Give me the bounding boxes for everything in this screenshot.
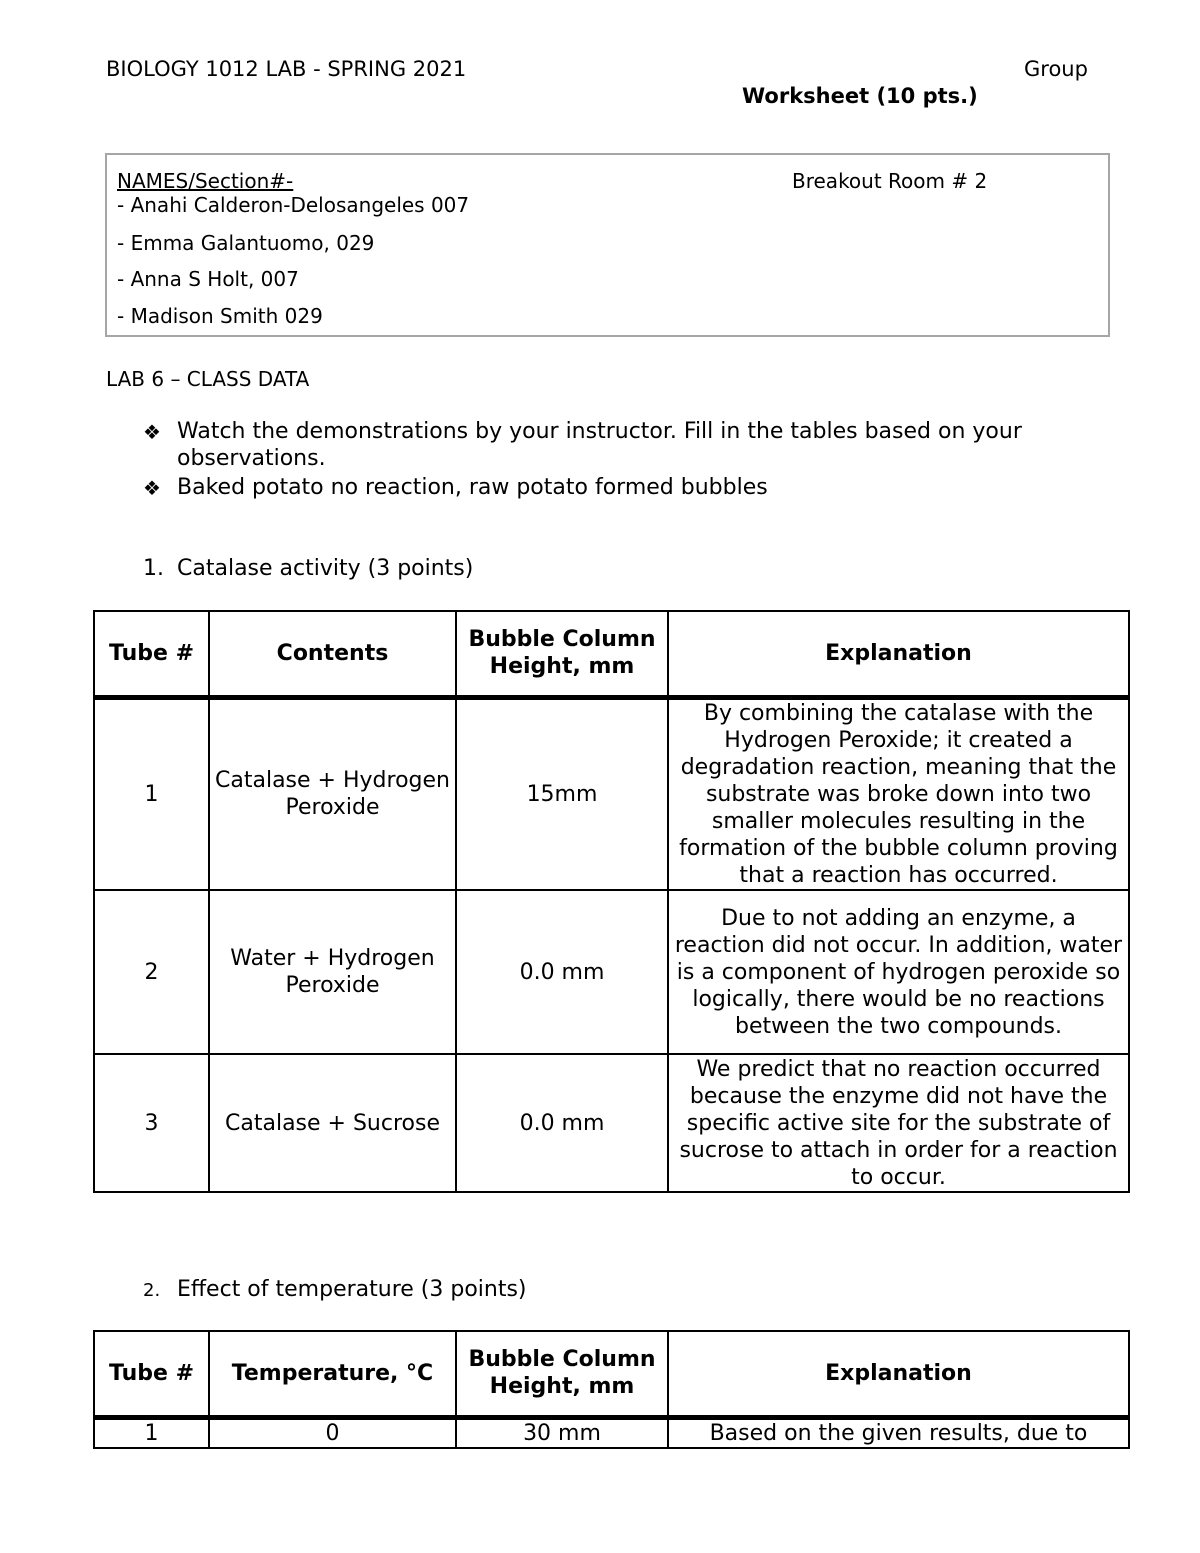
diamond-bullet-icon: ❖ xyxy=(143,420,161,444)
section-heading xyxy=(143,556,473,581)
table-row xyxy=(94,1417,1129,1448)
section-title: Effect of temperature (3 points) xyxy=(177,1277,527,1302)
section-number: 2. xyxy=(143,1280,161,1301)
section-title: Catalase activity (3 points) xyxy=(177,556,474,581)
table-row xyxy=(94,697,1129,890)
contents-cell: Water + Hydrogen Peroxide xyxy=(209,890,456,1054)
group-label: Group xyxy=(1024,57,1088,81)
course-title: BIOLOGY 1012 LAB - SPRING 2021 xyxy=(106,57,467,81)
explanation-cell: By combining the catalase with the Hydrogen Peroxide; it created a degradation reaction, meaning that the substrate was broke down into two smaller molecules resulting in the formation of the bubble column proving that a reaction has occurred. xyxy=(668,697,1129,890)
height-cell: 30 mm xyxy=(456,1417,668,1448)
column-header: Explanation xyxy=(668,1331,1129,1417)
tube-cell: 1 xyxy=(94,697,209,890)
column-header: Temperature, °C xyxy=(209,1331,456,1417)
column-header: Contents xyxy=(209,611,456,697)
bullet-text: Watch the demonstrations by your instructor. Fill in the tables based on your observations. xyxy=(177,419,1022,471)
column-header: Explanation xyxy=(668,611,1129,697)
member-name: - Emma Galantuomo, 029 xyxy=(117,231,375,255)
member-name: - Anahi Calderon-Delosangeles 007 xyxy=(117,193,470,217)
contents-cell: Catalase + Hydrogen Peroxide xyxy=(209,697,456,890)
table-header-row xyxy=(94,1331,1129,1417)
breakout-room: Breakout Room # 2 xyxy=(792,169,988,193)
catalase-table xyxy=(93,610,1130,1193)
explanation-cell: Based on the given results, due to xyxy=(668,1417,1129,1448)
lab-title: LAB 6 – CLASS DATA xyxy=(106,367,310,391)
explanation-cell: We predict that no reaction occurred because the enzyme did not have the specific active site for the substrate of sucrose to attach in order for a reaction to occur. xyxy=(668,1054,1129,1192)
column-header: Tube # xyxy=(94,1331,209,1417)
member-name: - Madison Smith 029 xyxy=(117,304,323,328)
tube-cell: 1 xyxy=(94,1417,209,1448)
column-header: Bubble Column Height, mm xyxy=(456,611,668,697)
names-section-label: NAMES/Section#- xyxy=(117,169,294,193)
column-header: Bubble Column Height, mm xyxy=(456,1331,668,1417)
section-heading xyxy=(143,1277,527,1302)
height-cell: 15mm xyxy=(456,697,668,890)
bullet-item xyxy=(143,418,1107,472)
table-row xyxy=(94,890,1129,1054)
height-cell: 0.0 mm xyxy=(456,890,668,1054)
bullet-text: Baked potato no reaction, raw potato formed bubbles xyxy=(177,475,768,500)
height-cell: 0.0 mm xyxy=(456,1054,668,1192)
explanation-cell: Due to not adding an enzyme, a reaction did not occur. In addition, water is a component of hydrogen peroxide so logically, there would be no reactions between the two compounds. xyxy=(668,890,1129,1054)
table-header-row xyxy=(94,611,1129,697)
temperature-table xyxy=(93,1330,1130,1449)
names-box xyxy=(105,153,1110,337)
tube-cell: 2 xyxy=(94,890,209,1054)
tube-cell: 3 xyxy=(94,1054,209,1192)
column-header: Tube # xyxy=(94,611,209,697)
member-name: - Anna S Holt, 007 xyxy=(117,267,299,291)
contents-cell: Catalase + Sucrose xyxy=(209,1054,456,1192)
diamond-bullet-icon: ❖ xyxy=(143,476,161,500)
temperature-cell: 0 xyxy=(209,1417,456,1448)
bullet-item xyxy=(143,474,1107,501)
table-row xyxy=(94,1054,1129,1192)
section-number: 1. xyxy=(143,556,164,581)
worksheet-title: Worksheet (10 pts.) xyxy=(742,84,978,108)
